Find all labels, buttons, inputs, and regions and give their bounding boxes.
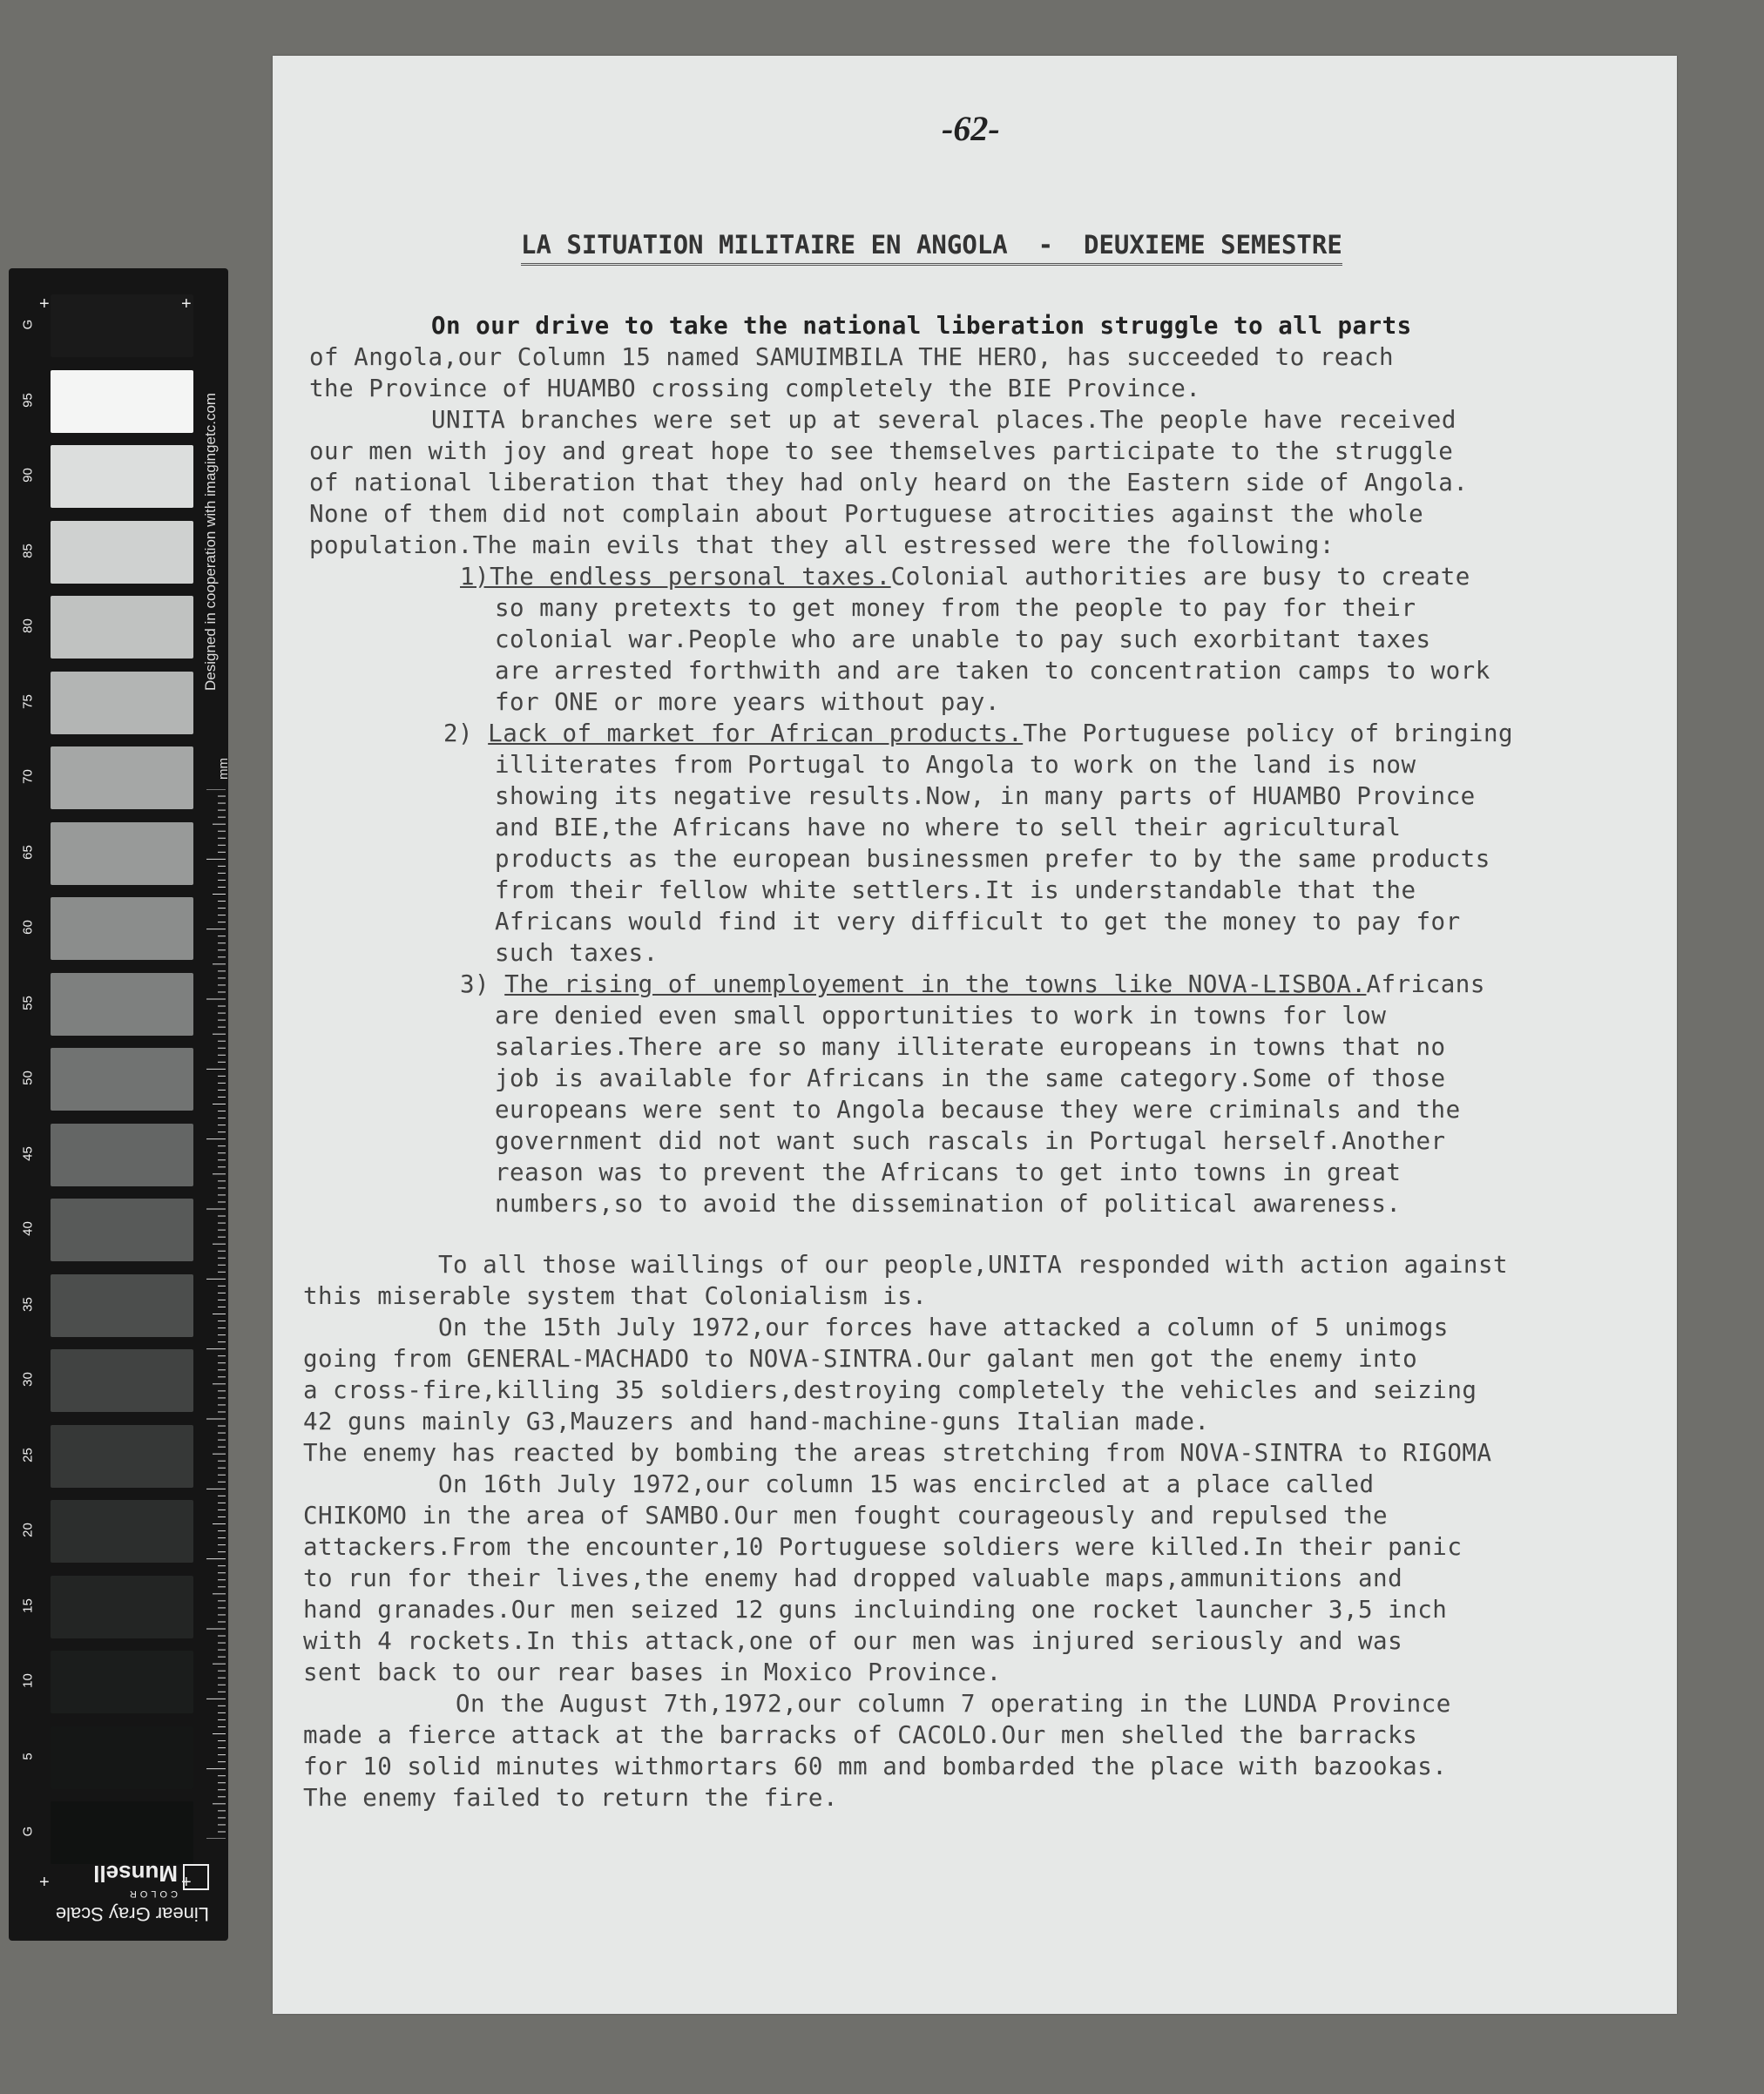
text-line: europeans were sent to Angola because they were criminals and the <box>495 1096 1461 1124</box>
brand-sub: COLOR <box>125 1888 178 1899</box>
text-line: On 16th July 1972,our column 15 was encircled at a place called <box>438 1470 1375 1498</box>
brand-name: Munsell <box>93 1861 178 1887</box>
mm-label: mm <box>216 758 231 780</box>
gray-patch <box>51 1199 193 1261</box>
text-line: to run for their lives,the enemy had dropped valuable maps,ammunitions and <box>303 1564 1403 1592</box>
item-number: 3) <box>460 970 505 998</box>
text-line: for 10 solid minutes withmortars 60 mm and bombarded the place with bazookas. <box>303 1753 1448 1780</box>
gray-patch <box>51 1124 193 1186</box>
imaging-credit: Designed in cooperation with imagingetc.com <box>202 392 219 691</box>
step-number: 75 <box>20 693 36 709</box>
gray-patch <box>51 746 193 809</box>
gray-patch <box>51 822 193 885</box>
list-item-2 <box>443 719 1513 747</box>
text-line: On the August 7th,1972,our column 7 operating in the LUNDA Province <box>456 1690 1451 1718</box>
gray-scale-card <box>9 268 231 1941</box>
plus-mark: + <box>39 1873 50 1892</box>
text-line: the Province of HUAMBO crossing completely the BIE Province. <box>309 375 1201 402</box>
gray-patch <box>51 596 193 659</box>
step-number: 15 <box>20 1598 36 1613</box>
list-item-3 <box>460 970 1485 998</box>
gray-patch <box>51 370 193 433</box>
text-line: None of them did not complain about Portuguese atrocities against the whole <box>309 500 1424 528</box>
item-number: 2) <box>443 719 489 747</box>
step-number: 25 <box>20 1447 36 1462</box>
text-line: made a fierce attack at the barracks of CACOLO.Our men shelled the barracks <box>303 1721 1418 1749</box>
text-line: illiterates from Portugal to Angola to work on the land is now <box>495 751 1416 779</box>
gray-patch <box>51 1425 193 1488</box>
step-number: 30 <box>20 1372 36 1387</box>
step-number: G <box>20 1826 36 1837</box>
step-number: 80 <box>20 618 36 633</box>
text-line: colonial war.People who are unable to pay such exorbitant taxes <box>495 625 1431 653</box>
text-line: government did not want such rascals in Portugal herself.Another <box>495 1127 1446 1155</box>
text-line: reason was to prevent the Africans to get into towns in great <box>495 1158 1402 1186</box>
page-number: -62- <box>942 109 1000 148</box>
gray-patch <box>51 1651 193 1713</box>
step-number: 95 <box>20 392 36 408</box>
text-line: The enemy has reacted by bombing the areas stretching from NOVA-SINTRA to RIGOMA <box>303 1439 1492 1467</box>
text-line: UNITA branches were set up at several places.The people have received <box>431 406 1456 434</box>
text-line: products as the european businessmen prefer to by the same products <box>495 845 1490 873</box>
text-line: going from GENERAL-MACHADO to NOVA-SINTRA.Our galant men got the enemy into <box>303 1345 1418 1373</box>
gray-patches <box>51 294 193 1877</box>
text-line: from their fellow white settlers.It is understandable that the <box>495 876 1416 904</box>
gray-patch <box>51 1726 193 1789</box>
text-line: numbers,so to avoid the dissemination of political awareness. <box>495 1190 1402 1218</box>
text-line: The enemy failed to return the fire. <box>303 1784 839 1812</box>
brand-block <box>35 1862 209 1932</box>
step-number: 70 <box>20 769 36 784</box>
gray-patch <box>51 1048 193 1111</box>
gray-patch <box>51 1801 193 1864</box>
text-line: are denied even small opportunities to work in towns for low <box>495 1002 1387 1030</box>
text-line: with 4 rockets.In this attack,one of our men was injured seriously and was <box>303 1627 1403 1655</box>
text-line: are arrested forthwith and are taken to concentration camps to work <box>495 657 1490 685</box>
item-heading: The rising of unemployement in the towns like NOVA-LISBOA. <box>504 970 1367 998</box>
document-page <box>273 56 1677 2014</box>
text-line: On the 15th July 1972,our forces have attacked a column of 5 unimogs <box>438 1314 1449 1341</box>
gray-patch <box>51 294 193 357</box>
text-line: On our drive to take the national liberation struggle to all parts <box>431 312 1412 340</box>
step-number: 85 <box>20 543 36 558</box>
text-line: of national liberation that they had only heard on the Eastern side of Angola. <box>309 469 1469 496</box>
gray-patch <box>51 1274 193 1337</box>
text-line: and BIE,the Africans have no where to sell their agricultural <box>495 814 1402 841</box>
item-text: Colonial authorities are busy to create <box>890 563 1470 591</box>
plus-mark: + <box>39 294 50 314</box>
plus-mark: + <box>181 1873 192 1892</box>
text-line: showing its negative results.Now, in many parts of HUAMBO Province <box>495 782 1476 810</box>
item-heading: Lack of market for African products. <box>488 719 1024 747</box>
item-text: Africans <box>1366 970 1485 998</box>
text-line: so many pretexts to get money from the people to pay for their <box>495 594 1416 622</box>
document-title: LA SITUATION MILITAIRE EN ANGOLA - DEUXIEME SEMESTRE <box>521 230 1342 266</box>
step-number: 40 <box>20 1221 36 1236</box>
text-line: sent back to our rear bases in Moxico Province. <box>303 1658 1002 1686</box>
gray-patch <box>51 1576 193 1638</box>
gray-patch <box>51 1500 193 1563</box>
step-number: 55 <box>20 995 36 1010</box>
text-line: such taxes. <box>495 939 659 967</box>
step-number: 90 <box>20 468 36 483</box>
text-line: this miserable system that Colonialism is. <box>303 1282 928 1310</box>
text-line: for ONE or more years without pay. <box>495 688 1000 716</box>
scale-name: Linear Gray Scale <box>55 1903 209 1925</box>
text-line: 42 guns mainly G3,Mauzers and hand-machine-guns Italian made. <box>303 1408 1210 1435</box>
text-line: population.The main evils that they all estressed were the following: <box>309 531 1335 559</box>
munsell-logo-icon <box>183 1864 209 1890</box>
step-number: 45 <box>20 1145 36 1161</box>
text-line: hand granades.Our men seized 12 guns incluinding one rocket launcher 3,5 inch <box>303 1596 1448 1624</box>
gray-patch <box>51 445 193 508</box>
step-number: 35 <box>20 1296 36 1312</box>
mm-ruler <box>205 789 226 1839</box>
text-line: job is available for Africans in the same category.Some of those <box>495 1064 1446 1092</box>
item-text: The Portuguese policy of bringing <box>1023 719 1514 747</box>
text-line: Africans would find it very difficult to get the money to pay for <box>495 908 1461 936</box>
plus-mark: + <box>181 294 192 314</box>
list-item-1 <box>460 563 1470 591</box>
gray-patch <box>51 973 193 1036</box>
gray-patch <box>51 1349 193 1412</box>
text-line: To all those waillings of our people,UNITA responded with action against <box>438 1251 1509 1279</box>
text-line: attackers.From the encounter,10 Portuguese soldiers were killed.In their panic <box>303 1533 1463 1561</box>
item-heading: 1)The endless personal taxes. <box>460 563 891 591</box>
gray-patch <box>51 897 193 960</box>
text-line: a cross-fire,killing 35 soldiers,destroying completely the vehicles and seizing <box>303 1376 1477 1404</box>
step-number: 10 <box>20 1673 36 1688</box>
text-line: salaries.There are so many illiterate europeans in towns that no <box>495 1033 1446 1061</box>
step-number: 50 <box>20 1071 36 1085</box>
step-number: G <box>20 319 36 330</box>
text-line: our men with joy and great hope to see themselves participate to the struggle <box>309 437 1454 465</box>
text-line: of Angola,our Column 15 named SAMUIMBILA THE HERO, has succeeded to reach <box>309 343 1395 371</box>
step-number: 5 <box>20 1752 36 1760</box>
step-number: 60 <box>20 920 36 935</box>
step-number: 20 <box>20 1523 36 1537</box>
step-number: 65 <box>20 844 36 860</box>
text-line: CHIKOMO in the area of SAMBO.Our men fought courageously and repulsed the <box>303 1502 1389 1530</box>
gray-patch <box>51 521 193 584</box>
gray-patch <box>51 672 193 734</box>
